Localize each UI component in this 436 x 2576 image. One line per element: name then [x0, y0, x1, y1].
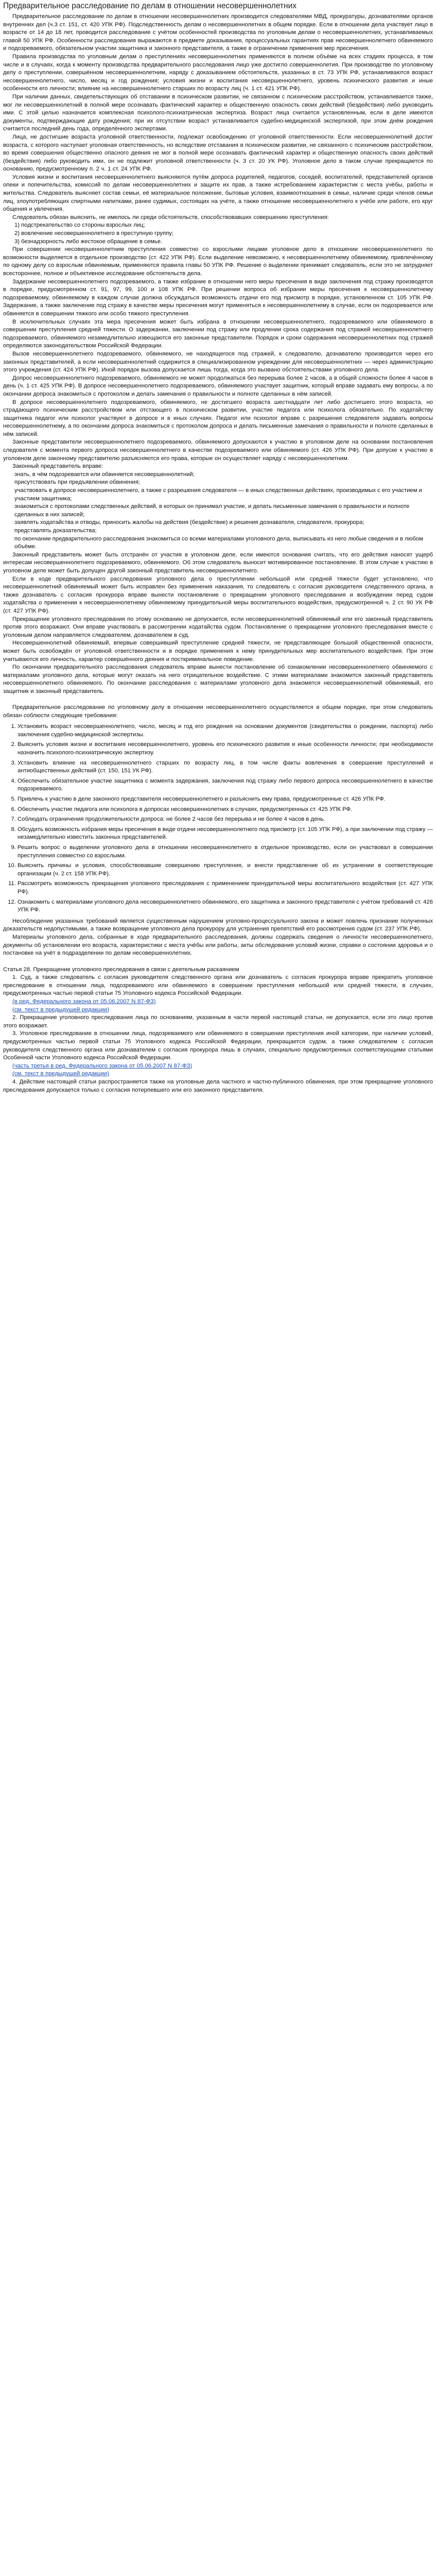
paragraph: Лица, не достигшие возраста уголовной ответственности, подлежат освобождению от уголовной ответственности. Если несовершеннолетний достиг возраста, с которого наступает уголовная ответственность, но вследствие отставания в психическом развитии, не связанного с психическим расстройством, во время совершения общественно опасного деяния не мог в полной мере осознавать фактический характер и общественную опасность своих действий (бездействия) либо руководить ими, он не подлежит уголовной ответственности (ч. 3 ст. 20 УК РФ). Уголовное дело в таком случае прекращается по основанию, предусмотренному п. 2 ч. 1 ст. 24 УПК РФ.	[3, 133, 433, 173]
paragraph: Допрос несовершеннолетнего подозреваемого, обвиняемого не может продолжаться без перерыва более 2 часов, а в общей сложности более 4 часов в день (ч. 1 ст. 425 УПК РФ). В допросе несовершеннолетнего подозреваемого, обвиняемого участвует защитник, который вправе задавать ему вопросы, а по окончании допроса знакомиться с протоколом и делать замечания о правильности и полноте сделанных в нём записей.	[3, 375, 433, 397]
rights-item: по окончании предварительного расследования знакомиться со всеми материалами уголовного дела, выписывать из него любые сведения и в любом объёме.	[14, 535, 423, 550]
article-part: 1. Суд, а также следователь с согласия руководителя следственного органа или дознаватель с согласия прокурора вправе прекратить уголовное преследование в отношении лица, подозреваемого или обвиняемого в совершении преступления небольшой или средней тяжести, в случаях, предусмотренных частью первой статьи 75 Уголовного кодекса Российской Федерации.	[3, 974, 433, 997]
paragraph: При совершении несовершеннолетним преступления совместно со взрослыми лицами уголовное дело в отношении несовершеннолетнего по возможности выделяется в отдельное производство (ст. 422 УПК РФ). Если выделение невозможно, к несовершеннолетнему обвиняемому, привлечённому по одному делу со взрослым обвиняемым, применяются правила главы 50 УПК РФ. Решение о выделении принимает следователь, если это не затрудняет всестороннее, полное и объективное исследование обстоятельств дела.	[3, 246, 433, 277]
rights-item: участвовать в допросе несовершеннолетнего, а также с разрешения следователя — в иных следственных действиях, производимых с его участием и участием защитника;	[14, 487, 422, 502]
criteria-item: 2) вовлечение несовершеннолетнего в преступную группу;	[14, 230, 174, 237]
procedure-step: 10. Выяснить причины и условия, способствовавшие совершению преступления, и внести представление об их устранении в соответствующие организации (ч. 2 ст. 158 УПК РФ).	[18, 862, 433, 878]
procedure-step: 8. Обсудить возможность избрания меры пресечения в виде отдачи несовершеннолетнего под присмотр (ст. 105 УПК РФ), а при заключении под стражу — незамедлительно известить законных представителей.	[18, 826, 433, 842]
paragraph: Материалы уголовного дела, собранные в ходе предварительного расследования, должны содержать сведения о личности несовершеннолетнего, документы об установлении его возраста, характеристики с места учёбы или работы, акты обследования условий жизни, справки о состоянии здоровья и о постановке на учёт в подразделении по делам несовершеннолетних.	[3, 934, 433, 957]
rights-item: заявлять ходатайства и отводы, приносить жалобы на действия (бездействие) и решения дознавателя, следователя, прокурора;	[14, 519, 364, 526]
procedure-step: 5. Привлечь к участию в деле законного представителя несовершеннолетнего и разъяснить ему права, предусмотренные ст. 426 УПК РФ.	[18, 795, 433, 804]
procedure-step: 12. Ознакомить с материалами уголовного дела несовершеннолетнего обвиняемого, его защитника и законного представителя с учётом требований ст. 426 УПК РФ.	[18, 899, 433, 914]
rights-item: знакомиться с протоколами следственных действий, в которых он принимал участие, и делать письменные замечания о правильности и полноте сделанных в них записей;	[14, 503, 410, 518]
previous-version-link[interactable]: (см. текст в предыдущей редакции)	[12, 1071, 109, 1077]
law-article	[3, 966, 433, 1095]
paragraph: Несовершеннолетний обвиняемый, впервые совершивший преступление средней тяжести, не представляющее большой общественной опасности, может быть освобождён от уголовной ответственности и в порядке применения к нему принудительных мер воспитательного воздействия. При этом учитываются его личность, характер совершённого деяния и посткриминальное поведение.	[3, 640, 433, 663]
revision-link[interactable]: (в ред. Федерального закона от 05.06.2007 N 87-ФЗ)	[12, 998, 156, 1005]
procedure-step: 9. Решить вопрос о выделении уголовного дела в отношении несовершеннолетнего в отдельное производство, если он участвовал в совершении преступления совместно со взрослыми.	[18, 844, 433, 860]
procedure-step: 3. Установить влияние на несовершеннолетнего старших по возрасту лиц, в том числе факты вовлечения в совершение преступлений и антиобщественных действий (ст. 150, 151 УК РФ).	[18, 759, 433, 775]
article-title: Статья 28. Прекращение уголовного преследования в связи с деятельным раскаянием	[3, 966, 239, 973]
rights-item: знать, в чём подозревается или обвиняется несовершеннолетний;	[14, 471, 195, 478]
revision-note	[3, 998, 433, 1006]
criteria-item: 3) безнадзорность либо жестокое обращение в семье.	[14, 238, 163, 245]
procedure-step: 11. Рассмотреть возможность прекращения уголовного преследования с применением принудительной меры воспитательного воздействия (ст. 427 УПК РФ).	[18, 880, 433, 896]
procedure-step: 2. Выяснить условия жизни и воспитания несовершеннолетнего, уровень его психического развития и иные особенности личности; при необходимости назначить психолого-психиатрическую экспертизу.	[18, 741, 433, 757]
criteria-intro: Следователь обязан выяснить, не имелось ли среди обстоятельств, способствовавших совершению преступления:	[12, 214, 329, 221]
revision-note	[3, 1070, 433, 1078]
article-body	[3, 13, 433, 958]
paragraph: Законные представители несовершеннолетнего подозреваемого, обвиняемого допускаются к участию в уголовном деле на основании постановления следователя с момента первого допроса несовершеннолетнего в качестве подозреваемого или обвиняемого (ст. 426 УПК РФ). При допуске к участию в уголовном деле законному представителю разъясняются его права, которые он осуществляет наряду с несовершеннолетним.	[3, 439, 433, 462]
revision-note	[3, 1006, 433, 1014]
paragraph: Прекращение уголовного преследования по этому основанию не допускается, если несовершеннолетний обвиняемый или его законный представитель против этого возражают. Они вправе участвовать в рассмотрении ходатайства судом. Постановление о прекращении уголовного преследования вместе с уголовным делом направляется следователем, дознавателем в суд.	[3, 616, 433, 638]
article-part: 3. Уголовное преследование в отношении лица, подозреваемого или обвиняемого в совершении преступления иной категории, при наличии условий, предусмотренных частью первой статьи 75 Уголовного кодекса Российской Федерации, прекращается судом, а также следователем с согласия руководителя следственного органа или дознавателем с согласия прокурора лишь в случаях, специально предусмотренных соответствующими статьями Особенной части Уголовного кодекса Российской Федерации.	[3, 1030, 433, 1061]
paragraph: Условия жизни и воспитания несовершеннолетнего выясняются путём допроса родителей, педагогов, соседей, воспитателей, представителей органов опеки и попечительства, комиссий по делам несовершеннолетних и защите их прав, а также истребованием характеристик с места учёбы, работы и жительства. Следователь выясняет состав семьи, её материальное положение, бытовые условия, взаимоотношения в семье, наличие среди членов семьи лиц, злоупотребляющих спиртными напитками, ранее судимых, состоящих на учёте, а также отношение несовершеннолетнего к учёбе или работе, его круг общения и увлечения.	[3, 174, 433, 213]
paragraph: В исключительных случаях эта мера пресечения может быть избрана в отношении несовершеннолетнего, подозреваемого или обвиняемого в совершении преступления средней тяжести. О задержании, заключении под стражу или продлении срока содержания под стражей несовершеннолетнего подозреваемого, обвиняемого незамедлительно извещаются его законные представители. Порядок и сроки содержания несовершеннолетних под стражей определяются законодательством Российской Федерации.	[3, 318, 433, 349]
paragraph: В допросе несовершеннолетнего подозреваемого, обвиняемого, не достигшего возраста шестнадцати лет либо достигшего этого возраста, но страдающего психическим расстройством или отстающего в психическом развитии, участие педагога или психолога обязательно. По ходатайству защитника педагог или психолог участвуют в допросе и в иных случаях. Педагог или психолог вправе с разрешения следователя задавать вопросы несовершеннолетнему, а по окончании допроса знакомиться с протоколом допроса и делать письменные замечания о правильности и полноте сделанных в нём записей.	[3, 399, 433, 437]
rights-item: представлять доказательства;	[14, 528, 97, 534]
procedure-step: 7. Соблюдать ограничения продолжительности допроса: не более 2 часов без перерыва и не более 4 часов в день.	[18, 816, 433, 824]
revision-note	[3, 1062, 433, 1071]
procedure-step: 4. Обеспечить обязательное участие защитника с момента задержания, заключения под стражу либо первого допроса несовершеннолетнего в качестве подозреваемого.	[18, 777, 433, 793]
paragraph: Вызов несовершеннолетнего подозреваемого, обвиняемого, не находящегося под стражей, к следователю, дознавателю производится через его законных представителей, а если несовершеннолетний содержится в специализированном учреждении для несовершеннолетних — через администрацию этого учреждения (ст. 424 УПК РФ). Иной порядок вызова допускается лишь тогда, когда это вызвано обстоятельствами уголовного дела.	[3, 350, 433, 374]
paragraph: Предварительное расследование по делам в отношении несовершеннолетних производится следователями МВД, прокуратуры, дознавателями органов внутренних дел (ч.3 ст. 151, ст. 420 УПК РФ). Подследственность делам о несовершеннолетних в общем порядке. Если в отношении дела участвует лицо в возрасте от 14 до 18 лет, проводится расследование с учётом особенностей производства по уголовным делам о несовершеннолетних, устанавливаемых главой 50 УПК РФ. Особенности расследования выражаются в предмете доказывания, процессуальных гарантиях прав несовершеннолетнего обвиняемого и подозреваемого, обязательном участии защитника и законного представителя, а также в ограничении применения мер пресечения.	[3, 13, 433, 52]
spacer	[3, 696, 433, 704]
procedure-list	[3, 723, 433, 914]
revision-link[interactable]: (часть третья в ред. Федерального закона от 05.06.2007 N 87-ФЗ)	[12, 1062, 193, 1069]
paragraph: По окончании предварительного расследования следователь вправе вынести постановление об ознакомлении несовершеннолетнего обвиняемого с материалами уголовного дела, которые могут оказать на него отрицательное воздействие. С этими материалами знакомится законный представитель несовершеннолетнего обвиняемого. По окончании расследования с материалами уголовного дела знакомятся несовершеннолетний обвиняемый, его защитник и законный представитель.	[3, 664, 433, 694]
paragraph: При наличии данных, свидетельствующих об отставании в психическом развитии, не связанном с психическим расстройством, устанавливается также, мог ли несовершеннолетний в полной мере осознавать фактический характер и общественную опасность своих действий (бездействия) либо руководить ими. С этой целью назначается комплексная психолого-психиатрическая экспертиза. Возраст лица считается установленным, если в деле имеются документы, подтверждающие дату рождения; при их отсутствии возраст устанавливается судебно-медицинской экспертизой, при этом днём рождения считается последний день года, определённого экспертами.	[3, 93, 433, 132]
rights-intro: Законный представитель вправе:	[12, 463, 103, 470]
criteria-item: 1) подстрекательство со стороны взрослых лиц;	[14, 222, 145, 229]
procedure-step: 1. Установить возраст несовершеннолетнего, число, месяц и год его рождения на основании документов (свидетельства о рождении, паспорта) либо заключения судебно-медицинской экспертизы.	[18, 723, 433, 739]
article-part: 4. Действие настоящей статьи распространяется также на уголовные дела частного и частно-публичного обвинения, при этом прекращение уголовного преследования допускается только с согласия потерпевшего или его законного представителя.	[3, 1079, 433, 1093]
paragraph: Правила производства по уголовным делам о преступлениях несовершеннолетних применяются в полном объёме на всех стадиях процесса, в том числе и в случаях, когда к моменту производства предварительного расследования лицо уже достигло совершеннолетия. При производстве по уголовному делу о преступлении, совершённом несовершеннолетним, наряду с доказыванием обстоятельств, указанных в ст. 73 УПК РФ, устанавливаются возраст несовершеннолетнего, число, месяц и год рождения; условия жизни и воспитания несовершеннолетнего, уровень психического развития и иные особенности его личности; влияние на несовершеннолетнего старших по возрасту лиц (ч. 1 ст. 421 УПК РФ).	[3, 53, 433, 92]
criteria-list	[3, 222, 433, 246]
paragraph: Законный представитель может быть отстранён от участия в уголовном деле, если имеются основания считать, что его действия наносят ущерб интересам несовершеннолетнего подозреваемого, обвиняемого. Об этом следователь выносит мотивированное постановление. В этом случае к участию в уголовном деле может быть допущен другой законный представитель несовершеннолетнего.	[3, 551, 433, 574]
procedure-intro: Предварительное расследование по уголовному делу в отношении несовершеннолетнего осуществляется в общем порядке, при этом следователь обязан соблюсти следующие требования:	[3, 704, 433, 719]
rights-list	[3, 471, 433, 551]
paragraph: Несоблюдение указанных требований является существенным нарушением уголовно-процессуального закона и может повлечь признание полученных доказательств недопустимыми, а также возвращение уголовного дела прокурору для устранения препятствий его рассмотрения судом (ст. 237 УПК РФ).	[3, 918, 433, 933]
page-title: Предварительное расследование по делам в отношении несовершеннолетних	[3, 2, 297, 10]
paragraph: Если в ходе предварительного расследования уголовного дела о преступлении небольшой или средней тяжести будет установлено, что несовершеннолетний обвиняемый может быть исправлен без применения наказания, то следователь с согласия руководителя следственного органа, а также дознаватель с согласия прокурора вправе вынести постановление о прекращении уголовного преследования и возбуждении перед судом ходатайства о применении к несовершеннолетнему обвиняемому принудительной меры воспитательного воздействия, предусмотренной ч. 2 ст. 90 УК РФ (ст. 427 УПК РФ).	[3, 575, 433, 614]
article-part: 2. Прекращение уголовного преследования лица по основаниям, указанным в части первой настоящей статьи, не допускается, если это лицо против этого возражает.	[3, 1014, 433, 1029]
procedure-step: 6. Обеспечить участие педагога или психолога в допросах несовершеннолетних в случаях, предусмотренных ст. 425 УПК РФ.	[18, 806, 433, 814]
rights-item: присутствовать при предъявлении обвинения;	[14, 479, 140, 486]
paragraph: Задержание несовершеннолетнего подозреваемого, а также избрание в отношении него меры пресечения в виде заключения под стражу производятся в порядке, предусмотренном ст. 91, 97, 99, 100 и 108 УПК РФ. При решении вопроса об избрании меры пресечения к несовершеннолетнему подозреваемому, обвиняемому в каждом случае должна обсуждаться возможность отдачи его под присмотр в порядке, установленном ст. 105 УПК РФ. Задержание, а также заключение под стражу в качестве меры пресечения могут применяться к несовершеннолетнему в случае, если он подозревается или обвиняется в совершении тяжкого или особо тяжкого преступления.	[3, 278, 433, 317]
previous-version-link[interactable]: (см. текст в предыдущей редакции)	[12, 1006, 109, 1013]
